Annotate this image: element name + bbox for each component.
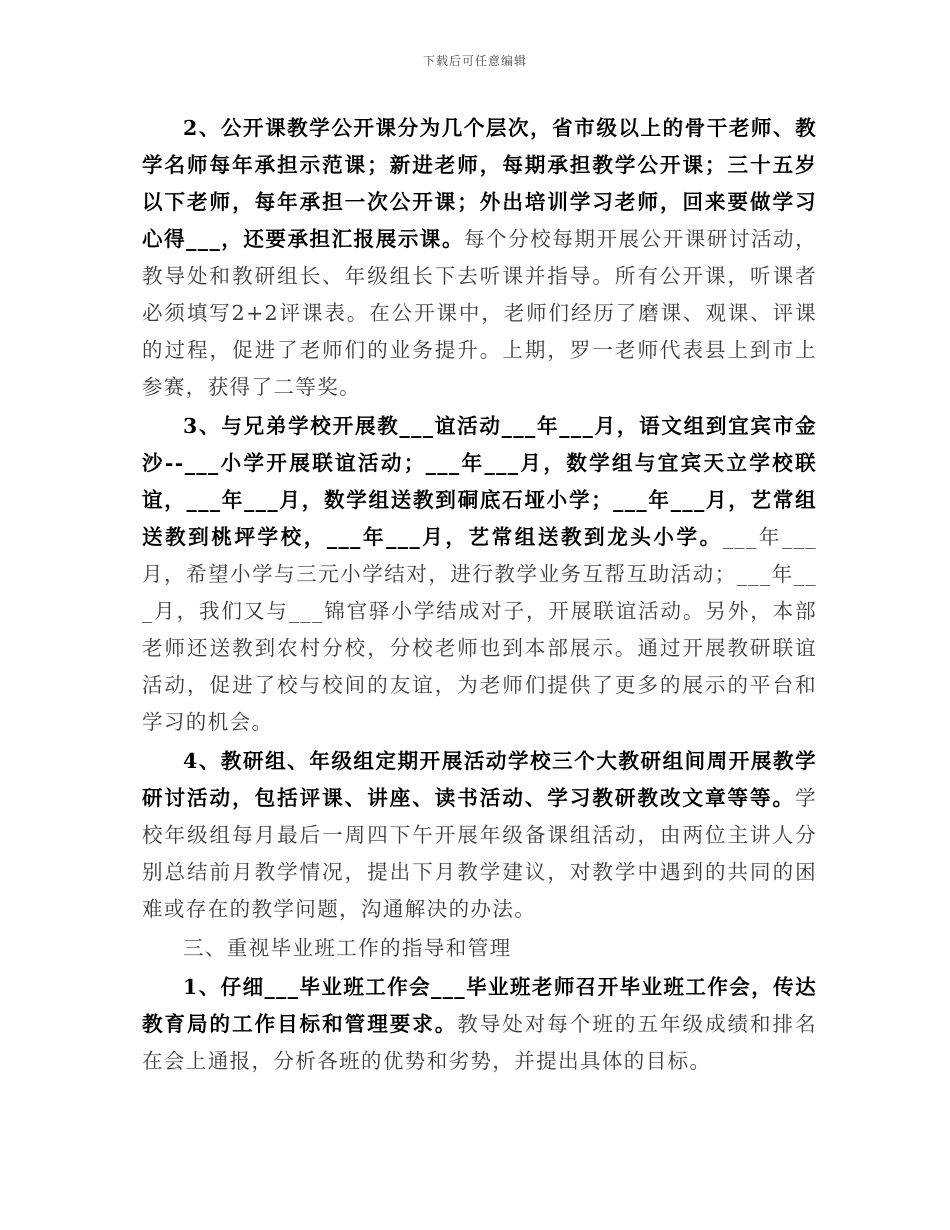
section-title: 三、重视毕业班工作的指导和管理 [183,936,512,960]
paragraph-text: 每个分校每期开展公开课研讨活动，教导处和教研组长、年级组长下去听课并指导。所有公开课，听课者必须填写2+2评课表。在公开课中，老师们经历了磨课、观课、评课的过程，促进了老师们的业务提升。上期，罗一老师代表县上到市上参赛，获得了二等奖。 [142,227,817,399]
paragraph-heading: 2、公开课教学公开课分为几个层次，省市级以上的骨干老师、教学名师每年承担示范课；新进老师，每期承担教学公开课；三十五岁以下老师，每年承担一次公开课；外出培训学习老师，回来要做学习心得___，还要承担汇报展示课。 [142,116,817,251]
page-header: 下载后可任意编辑 [422,54,527,68]
paragraph-heading: 4、教研组、年级组定期开展活动学校三个大教研组间周开展教学研讨活动，包括评课、讲座、读书活动、学习教研教改文章等等。 [142,749,817,810]
paragraph-graduating-meeting [142,969,817,1080]
paragraph-heading: 1、仔细___毕业班工作会___毕业班老师召开毕业班工作会，传达教育局的工作目标和管理要求。 [142,975,817,1036]
paragraph-text: 学校年级组每月最后一周四下午开展年级备课组活动，由两位主讲人分别总结前月教学情况，提出下月教学建议，对教学中遇到的共同的困难或存在的教学问题，沟通解决的办法。 [142,786,817,921]
paragraph-teaching-groups [142,743,817,928]
paragraph-text: 教导处对每个班的五年级成绩和排名在会上通报，分析各班的优势和劣势，并提出具体的目标。 [142,1012,817,1073]
paragraph-text: ___年___月，希望小学与三元小学结对，进行教学业务互帮互助活动；___年___月，我们又与___锦官驿小学结成对子，开展联谊活动。另外，本部老师还送教到农村分校，分校老师也到本部展示。通过开展教研联谊活动，促进了校与校间的友谊，为老师们提供了更多的展示的平台和学习的机会。 [142,525,817,734]
paragraph-open-class [142,110,817,406]
document-body [142,110,817,1082]
paragraph-sister-schools [142,408,817,741]
section-heading-graduating-class [142,930,817,967]
paragraph-heading: 3、与兄弟学校开展教___谊活动___年___月，语文组到宜宾市金沙--___小学开展联谊活动；___年___月，数学组与宜宾天立学校联谊，___年___月，数学组送教到硐底石垭小学；___年___月，艺常组送教到桃坪学校，___年___月，艺常组送教到龙头小学。 [142,414,817,549]
